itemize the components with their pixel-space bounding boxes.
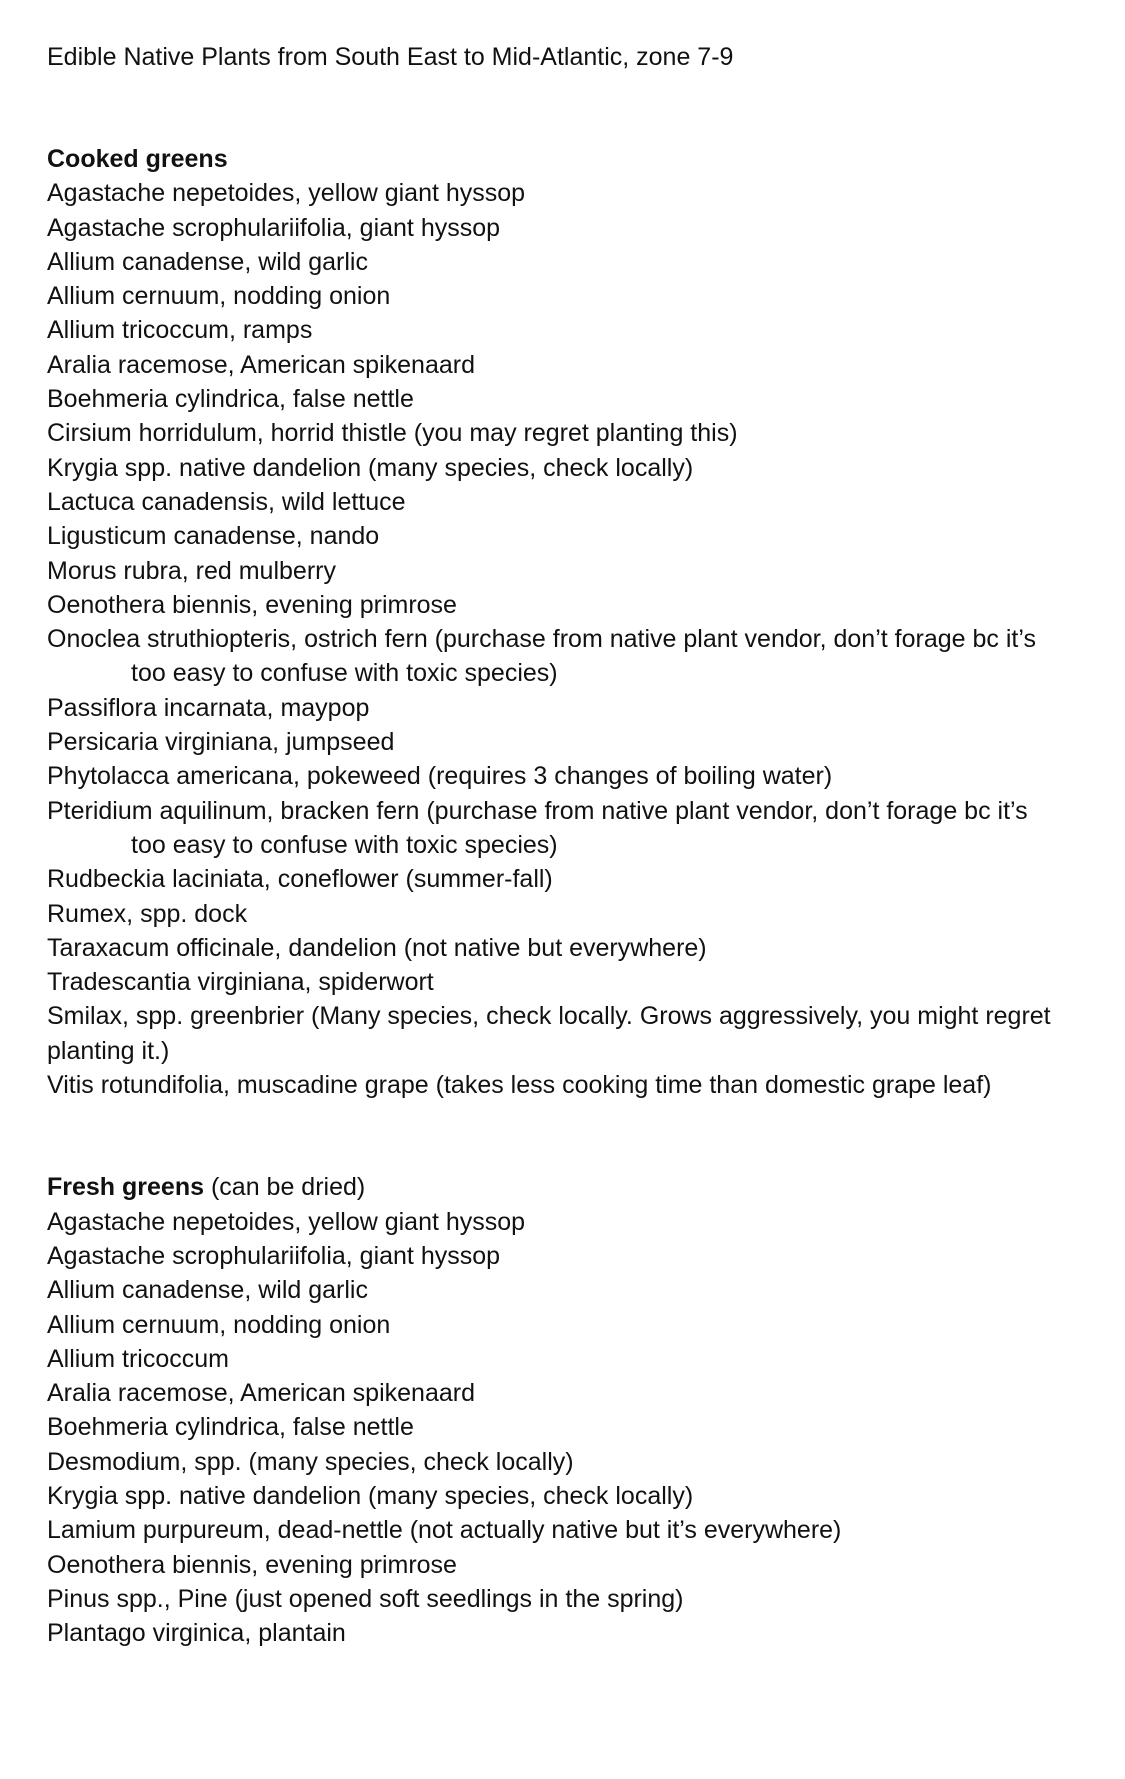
fresh-greens-heading-note: (can be dried) <box>204 1173 366 1202</box>
cooked-greens-list <box>47 176 1097 1102</box>
list-item: Allium canadense, wild garlic <box>47 1276 368 1305</box>
list-item: Boehmeria cylindrica, false nettle <box>47 1413 414 1442</box>
list-item: Allium tricoccum, ramps <box>47 316 313 345</box>
fresh-greens-heading <box>47 1170 1097 1204</box>
list-item: Taraxacum officinale, dandelion (not native but everywhere) <box>47 933 707 962</box>
list-item: Allium canadense, wild garlic <box>47 247 368 276</box>
cooked-greens-heading <box>47 142 1097 176</box>
list-item: Krygia spp. native dandelion (many species, check locally) <box>47 453 694 482</box>
list-item: Plantago virginica, plantain <box>47 1619 346 1648</box>
fresh-greens-section <box>47 1170 1097 1650</box>
list-item-smilax <box>47 999 1097 1068</box>
list-item: Morus rubra, red mulberry <box>47 556 336 585</box>
list-item: Pinus spp., Pine (just opened soft seedlings in the spring) <box>47 1584 684 1613</box>
list-item: Ligusticum canadense, nando <box>47 522 380 551</box>
list-item-continuation: too easy to confuse with toxic species) <box>131 830 558 859</box>
list-item: Krygia spp. native dandelion (many species, check locally) <box>47 1481 694 1510</box>
list-item: Tradescantia virginiana, spiderwort <box>47 968 434 997</box>
list-item: Agastache scrophulariifolia, giant hyssop <box>47 1241 501 1270</box>
list-item: Agastache nepetoides, yellow giant hyssop <box>47 179 526 208</box>
list-item: Allium tricoccum <box>47 1344 229 1373</box>
list-item: Oenothera biennis, evening primrose <box>47 590 457 619</box>
list-item: Rumex, spp. dock <box>47 899 248 928</box>
list-item: Boehmeria cylindrica, false nettle <box>47 385 414 414</box>
document-page <box>47 40 1097 1650</box>
fresh-greens-heading-label: Fresh greens <box>47 1173 205 1202</box>
list-item-onoclea <box>47 622 1097 691</box>
fresh-greens-list <box>47 1205 1097 1651</box>
list-item: Phytolacca americana, pokeweed (requires 3 changes of boiling water) <box>47 762 833 791</box>
list-item: Oenothera biennis, evening primrose <box>47 1550 457 1579</box>
cooked-greens-heading-label: Cooked greens <box>47 145 228 173</box>
list-item-pteridium <box>47 794 1097 863</box>
list-item: Lactuca canadensis, wild lettuce <box>47 487 406 516</box>
list-item: Persicaria virginiana, jumpseed <box>47 728 395 757</box>
list-item: Agastache scrophulariifolia, giant hyssop <box>47 213 501 242</box>
list-item: Agastache nepetoides, yellow giant hyssop <box>47 1207 526 1236</box>
list-item: Lamium purpureum, dead-nettle (not actually native but it’s everywhere) <box>47 1516 842 1545</box>
cooked-greens-section <box>47 142 1097 1102</box>
list-item: Cirsium horridulum, horrid thistle (you may regret planting this) <box>47 419 738 448</box>
list-item-line: Pteridium aquilinum, bracken fern (purchase from native plant vendor, don’t forage bc it’s <box>47 796 1028 825</box>
list-item: Passiflora incarnata, maypop <box>47 693 370 722</box>
list-item: Allium cernuum, nodding onion <box>47 282 391 311</box>
list-item: Aralia racemose, American spikenaard <box>47 1379 475 1408</box>
list-item: Desmodium, spp. (many species, check locally) <box>47 1447 574 1476</box>
list-item: Allium cernuum, nodding onion <box>47 1310 391 1339</box>
list-item: Vitis rotundifolia, muscadine grape (takes less cooking time than domestic grape leaf) <box>47 1071 992 1100</box>
list-item-line: Onoclea struthiopteris, ostrich fern (purchase from native plant vendor, don’t forage bc it’s <box>47 625 1036 654</box>
list-item-continuation: too easy to confuse with toxic species) <box>131 659 558 688</box>
list-item: Rudbeckia laciniata, coneflower (summer-fall) <box>47 865 553 894</box>
list-item: Aralia racemose, American spikenaard <box>47 350 475 379</box>
list-item-line: Smilax, spp. greenbrier (Many species, check locally. Grows aggressively, you might regret <box>47 1002 1051 1031</box>
list-item-continuation: planting it.) <box>47 1036 170 1065</box>
document-title: Edible Native Plants from South East to Mid-Atlantic, zone 7-9 <box>47 43 734 71</box>
